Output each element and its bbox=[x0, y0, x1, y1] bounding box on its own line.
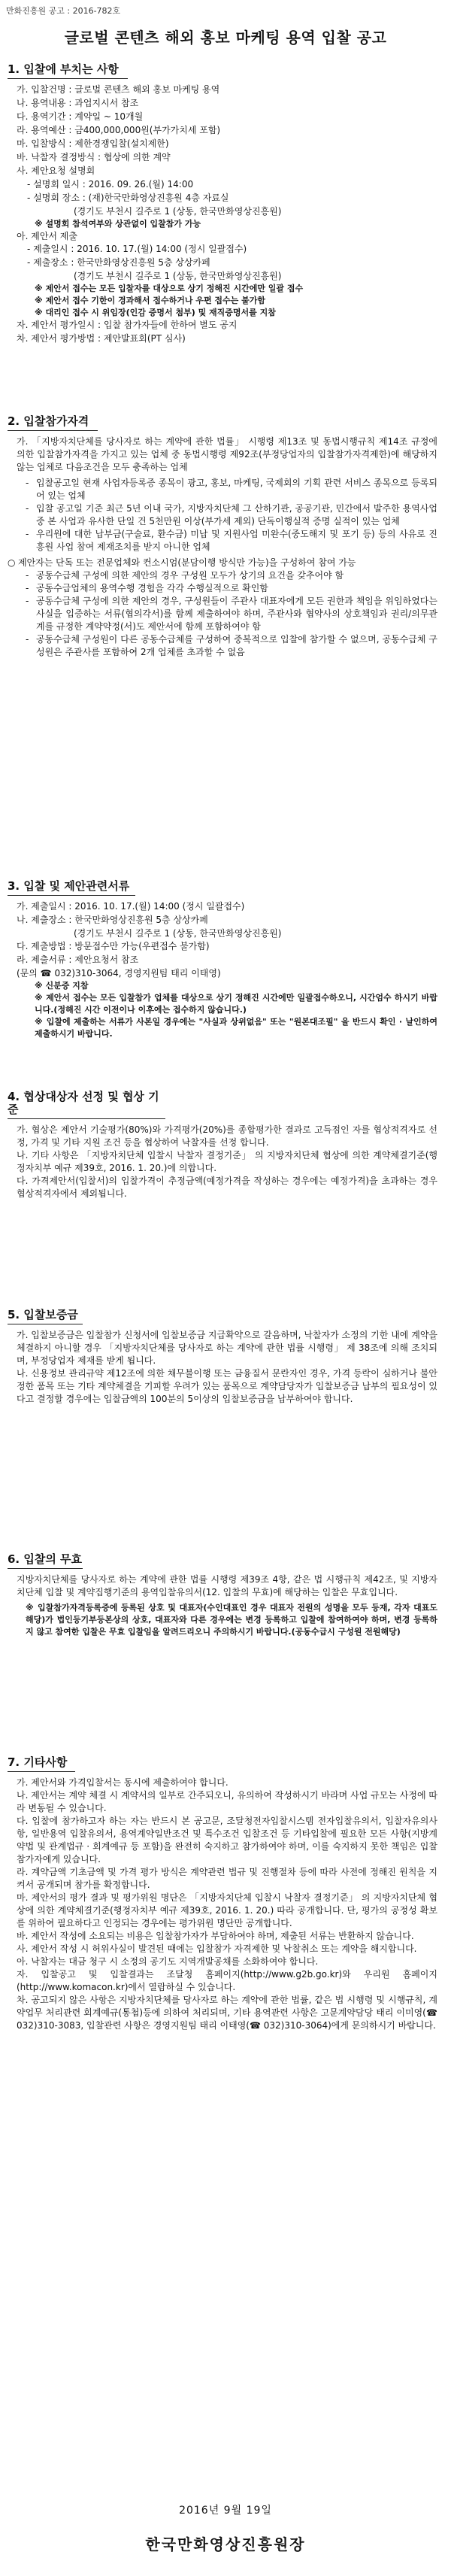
proposal-item bbox=[8, 256, 437, 269]
section-documents bbox=[8, 880, 437, 1040]
submit-item bbox=[8, 900, 437, 913]
evaluation-item-value: 제안발표회(PT 심사) bbox=[103, 333, 186, 344]
bid-item bbox=[8, 138, 437, 150]
bid-item-value: 제한경쟁입찰(설치제한) bbox=[74, 138, 169, 149]
dash-icon: - bbox=[26, 503, 29, 514]
bid-item-label: 라. 용역예산 : bbox=[17, 125, 75, 135]
section-misc bbox=[8, 1756, 437, 2032]
negotiation-para-2: 나. 기타 사항은 「지방자치단체 입찰시 낙찰자 결정기준」 의 지방자치단체 협상에 의한 계약체결기준(행정자치부 예규 제39호, 2016. 1. 20.)에 의합니다. bbox=[17, 1150, 437, 1173]
section-heading: 4. 협상대상자 선정 및 협상 기준 bbox=[8, 1091, 165, 1119]
announcement-date: 2016년 9월 19일 bbox=[179, 2505, 272, 2517]
negotiation-para-3: 다. 가격제안서(입찰서)의 입찰가격이 추정금액(예정가격을 작성하는 경우에는 예정가격)을 초과하는 경우 협상적격자에서 제외됩니다. bbox=[17, 1176, 437, 1199]
bid-item bbox=[8, 151, 437, 164]
submit-address: (경기도 부천시 길주로 1 (상동, 한국만화영상진흥원) bbox=[74, 928, 282, 939]
submit-item-label: 나. 제출장소 : bbox=[17, 915, 75, 925]
briefing-item bbox=[8, 178, 437, 191]
consortium-condition bbox=[8, 595, 437, 633]
dash-icon: - bbox=[26, 596, 29, 606]
misc-item: 가. 제안서와 가격입찰서는 동시에 제출하여야 합니다. bbox=[17, 1777, 229, 1788]
dash-icon: - bbox=[26, 634, 29, 645]
bid-item-value: 과업지시서 참조 bbox=[74, 98, 139, 108]
submit-item-value: 방문접수만 가능(우편접수 불가함) bbox=[74, 941, 210, 951]
section-heading: 6. 입찰의 무효 bbox=[8, 1553, 83, 1569]
qualification-condition-text: 우리원에 대한 납부금(구술료, 환수금) 미납 및 지원사업 미완수(중도해지 및 포기 등) 등의 사유로 진흥원 사업 참여 제재조치를 받지 아니한 업체 bbox=[36, 529, 437, 552]
qualification-condition bbox=[8, 528, 437, 554]
briefing-item-label: - 설명회 일시 : bbox=[27, 179, 89, 190]
submit-item-value: 2016. 10. 17.(월) 14:00 (정시 일괄접수) bbox=[74, 901, 245, 912]
briefing-item bbox=[8, 192, 437, 205]
dash-icon: - bbox=[26, 529, 29, 539]
evaluation-item bbox=[8, 332, 437, 345]
evaluation-item bbox=[8, 319, 437, 332]
page-title: 글로벌 콘텐츠 해외 홍보 마케팅 용역 입찰 공고 bbox=[64, 29, 387, 47]
section-heading: 7. 기타사항 bbox=[8, 1756, 75, 1772]
proposal-item-label: - 제출장소 : bbox=[27, 257, 77, 268]
section-bid-bond bbox=[8, 1309, 437, 1406]
section-heading: 1. 입찰에 부치는 사항 bbox=[8, 63, 128, 79]
dash-icon: - bbox=[26, 478, 29, 488]
bid-item bbox=[8, 83, 437, 96]
qualification-condition bbox=[8, 477, 437, 502]
section-bid-items bbox=[8, 63, 437, 346]
consortium-condition-text: 공동수급체 구성에 의한 제안의 경우 구성원 모두가 상기의 요건을 갖추어야 함 bbox=[36, 570, 344, 581]
negotiation-para-1: 가. 협상은 제안서 기술평가(80%)와 가격평가(20%)를 종합평가한 결과로 고득점인 자를 협상적격자로 선정, 가격 및 기타 지원 조건 등을 협상하여 낙찰자를 선정 합니다. bbox=[17, 1124, 437, 1148]
bond-para-1: 가. 입찰보증금은 입찰참가 신청서에 입찰보증금 지급확약으로 갈음하며, 낙찰자가 소정의 기한 내에 계약을 체결하지 아니할 경우 「지방자치단체를 당사자로 하는 계약에 관한 법률 시행령」 제 38조에 의해 조치되며, 부정당업자 제재를 받게 됩니다. bbox=[17, 1330, 437, 1366]
briefing-item-value: 2016. 09. 26.(월) 14:00 bbox=[88, 179, 194, 190]
bid-item-value bbox=[95, 165, 437, 177]
section-qualification bbox=[8, 415, 437, 659]
proposal-note: ※ 제안서 접수 기한이 경과해서 접수하거나 우편 접수는 불가함 bbox=[35, 296, 265, 305]
misc-item: 라. 계약금액 기초금액 및 가격 평가 방식은 계약관련 법규 및 진행절차 등에 따라 사전에 정해진 원칙을 지켜서 공개되며 참가를 확정합니다. bbox=[17, 1867, 437, 1890]
proposal-item-value: 2016. 10. 17.(월) 14:00 (정시 일괄접수) bbox=[77, 244, 247, 254]
misc-item: 자. 입찰공고 및 입찰결과는 조달청 홈페이지(http://www.g2b.go.kr)와 우리원 홈페이지(http://www.komacon.kr)에서 열람하실 수 있습니다. bbox=[17, 1969, 437, 1992]
submit-item-label: 라. 제출서류 : bbox=[17, 954, 75, 965]
bid-item-label: 사. 제안요청 설명회 bbox=[17, 165, 95, 176]
consortium-item: ○ 제안자는 단독 또는 전문업체와 컨소시엄(분담이행 방식만 가능)을 구성하여 참여 가능 bbox=[8, 557, 356, 568]
section-invalid-bid bbox=[8, 1553, 437, 1638]
circle-icon: ○ bbox=[8, 557, 16, 568]
consortium-condition-text: 공동수급체 구성에 의한 제안의 경우, 구성원들이 주관사 대표자에게 모든 권한과 책임을 위임하였다는 사실을 입증하는 서류(협의각서)를 함께 제출하여야 하며, 주관사와 협약사의 상호책임과 권리/의무관계를 규정한 계약약정(서)도 제안서에 함께 포함하여야 함 bbox=[36, 596, 437, 632]
misc-item: 마. 제안서의 평가 결과 및 평가위원 명단은 「지방자치단체 입찰시 낙찰자 결정기준」 의 지방자치단체 협상에 의한 계약체결기준(행정자치부 예규 제39호, 2016. 1. 20.) 따라 공개합니다. 단, 평가의 공정성 확보를 위하여 필요하다고 인정되는 경우에는 평가위원 명단만 공개합니다. bbox=[17, 1892, 437, 1928]
section-heading: 3. 입찰 및 제안관련서류 bbox=[8, 880, 135, 896]
submit-item-label: 가. 제출일시 : bbox=[17, 901, 75, 912]
consortium-condition-text: 공동수급체 구성원이 다른 공동수급체를 구성하여 중복적으로 입찰에 참가할 수 없으며, 공동수급체 구성원은 주관사를 포함하여 2개 업체를 초과할 수 없음 bbox=[36, 634, 437, 657]
bid-item-label: 나. 용역내용 : bbox=[17, 98, 75, 108]
submit-note: ※ 입찰에 제출하는 서류가 사본일 경우에는 "사실과 상위없음" 또는 "원본대조필" 을 반드시 확인 · 날인하여 제출하시기 바랍니다. bbox=[35, 1017, 437, 1039]
misc-item: 사. 제안서 작성 시 허위사실이 발견된 때에는 입찰참가 자격제한 및 낙찰취소 또는 계약을 해지합니다. bbox=[17, 1943, 417, 1954]
consortium-condition bbox=[8, 582, 437, 595]
qualification-condition bbox=[8, 502, 437, 528]
bid-item bbox=[8, 165, 437, 177]
proposal-address: (경기도 부천시 길주로 1 (상동, 한국만화영상진흥원) bbox=[74, 271, 282, 281]
consortium-condition bbox=[8, 633, 437, 659]
invalid-para: 지방자치단체를 당사자로 하는 계약에 관한 법률 시행령 제39조 4항, 같은 법 시행규칙 제42조, 및 지방자치단체 입찰 및 계약집행기준의 용역입찰유의서(12. 입찰의 무효)에 해당하는 입찰은 무효입니다. bbox=[17, 1574, 437, 1597]
bid-item-value: 금400,000,000원(부가가치세 포함) bbox=[74, 125, 221, 135]
invalid-note: ※ 입찰참가자격등록증에 등록된 상호 및 대표자(수인대표인 경우 대표자 전원의 성명을 모두 등재, 각자 대표도 해당)가 법인등기부등본상의 상호, 대표자와 다른 경우에는 변경 등록하고 입찰에 참여하여야 하며, 변경 등록하지 않고 참여한 입찰은 무효 입찰임을 알려드리오니 주의하시기 바랍니다.(공동수급시 구성원 전원해당) bbox=[26, 1603, 437, 1637]
section-heading: 5. 입찰보증금 bbox=[8, 1309, 83, 1324]
submit-item-value: 제안요청서 참조 bbox=[74, 954, 139, 965]
misc-item: 아. 낙찰자는 대금 청구 시 소정의 공기도 지역개발공채를 소화하여야 합니다. bbox=[17, 1956, 319, 1967]
misc-item: 다. 입찰에 참가하고자 하는 자는 반드시 본 공고문, 조달청전자입찰시스템 전자입찰유의서, 입찰자유의사항, 일반용역 입찰유의서, 용역계약일반조건 및 특수조건 입찰조건 등 기타입찰에 필요한 모든 사항(지방계약법 및 관계법규 · 회계예규 등 포함)을 완전히 숙지하고 참가하여야 하며, 이를 숙지하지 못한 책임은 입찰참가자에게 있습니다. bbox=[17, 1816, 437, 1864]
submit-item bbox=[8, 940, 437, 953]
bid-item-label: 다. 용역기간 : bbox=[17, 111, 75, 122]
section-negotiation bbox=[8, 1091, 437, 1200]
briefing-item-label: - 설명회 장소 : bbox=[27, 193, 89, 203]
briefing-address: (경기도 부천시 길주로 1 (상동, 한국만화영상진흥원) bbox=[74, 206, 282, 217]
dash-icon: - bbox=[26, 583, 29, 593]
briefing-item-value: (재)한국만화영상진흥원 4층 자료실 bbox=[88, 193, 229, 203]
bid-item-value: 협상에 의한 계약 bbox=[103, 152, 171, 162]
issuer-name: 한국만화영상진흥원장 bbox=[145, 2535, 306, 2553]
misc-item: 나. 제안서는 계약 체결 시 계약서의 일부로 간주되오니, 유의하여 작성하시기 바라며 사업 규모는 사정에 따라 변동될 수 있습니다. bbox=[17, 1790, 437, 1813]
bid-item-label: 바. 낙찰자 결정방식 : bbox=[17, 152, 104, 162]
consortium-condition-text: 공동수급업체의 용역수행 경험을 각각 수행실적으로 확인함 bbox=[36, 583, 268, 593]
bid-item bbox=[8, 97, 437, 110]
proposal-item bbox=[8, 243, 437, 256]
evaluation-item-label: 차. 제안서 평가방법 : bbox=[17, 333, 104, 344]
submit-item bbox=[8, 954, 437, 966]
misc-item: 차. 공고되지 않은 사항은 지방자치단체를 당사자로 하는 계약에 관한 법률, 같은 법 시행령 및 시행규칙, 계약업무 처리관련 회계예규(통첩)등에 의하여 처리되며, 기타 용역관련 사항은 고문계약담당 태리 이미영(☎ 032)310-3083, 입찰관련 사항은 경영지원팀 태리 이태영(☎ 032)310-3064)에게 문의하시기 바랍니다. bbox=[17, 1995, 437, 2031]
bid-item-value: 글로벌 콘텐츠 해외 홍보 마케팅 용역 bbox=[74, 84, 220, 95]
qualification-condition-text: 입찰 공고일 기준 최근 5년 이내 국가, 지방자치단체 그 산하기관, 공공기관, 민간에서 발주한 용역사업 중 본 사업과 유사한 단일 건 5천만원 이상(부가세 제외) 단독이행실적 증명 실적이 있는 업체 bbox=[36, 503, 437, 526]
section-heading: 2. 입찰참가자격 bbox=[8, 415, 98, 431]
proposal-item-value: 한국만화영상진흥원 5층 상상카페 bbox=[77, 257, 210, 268]
qualification-condition-text: 입찰공고일 현재 사업자등록증 종목이 광고, 홍보, 마케팅, 국제회의 기획 관련 서비스 종목으로 등록되어 있는 업체 bbox=[36, 478, 437, 501]
bid-item-label: 마. 입찰방식 : bbox=[17, 138, 75, 149]
proposal-item-label: - 제출일시 : bbox=[27, 244, 77, 254]
proposal-note: ※ 대리인 접수 시 위임장(인감 증명서 첨부) 및 재직증명서를 지참 bbox=[35, 308, 276, 317]
bid-item bbox=[8, 124, 437, 137]
proposal-heading: 아. 제안서 제출 bbox=[17, 231, 77, 241]
submit-item bbox=[8, 914, 437, 927]
evaluation-item-value: 입찰 참가자들에 한하여 별도 공지 bbox=[103, 320, 238, 330]
bid-item-label: 가. 입찰건명 : bbox=[17, 84, 75, 95]
submit-item-value: 한국만화영상진흥원 5층 상상카페 bbox=[74, 915, 208, 925]
evaluation-item-label: 자. 제안서 평가일시 : bbox=[17, 320, 104, 330]
notice-number: 만화진흥원 공고 : 2016-782호 bbox=[6, 6, 121, 16]
bond-para-2: 나. 신용정보 관리규약 제12조에 의한 채무불이행 또는 금융질서 문란자인 경우, 가격 등락이 심하거나 불안정한 품목 또는 기타 계약체결을 기피할 우려가 있는 품목으로 계약담당자가 입찰보증금 납부의 필요성이 있다고 결정할 경우에는 입찰금액의 100분의 5이상의 입찰보증금을 납부하여야 합니다. bbox=[17, 1368, 437, 1404]
proposal-note: ※ 제안서 접수는 모든 입찰자를 대상으로 상기 정해진 시간에만 일괄 접수 bbox=[35, 284, 304, 293]
consortium-condition bbox=[8, 569, 437, 582]
dash-icon: - bbox=[26, 570, 29, 581]
bid-item bbox=[8, 111, 437, 123]
contact-info: (문의 ☎ 032)310-3064, 경영지원팀 태리 이태영) bbox=[17, 968, 221, 979]
submit-note: ※ 제안서 접수는 모든 입찰참가 업체를 대상으로 상기 정해진 시간에만 일괄접수하오니, 시간엄수 하시기 바랍니다.(정해진 시간 이전이나 이후에는 접수하지 않습니다.) bbox=[35, 993, 437, 1015]
submit-note: ※ 신분증 지참 bbox=[35, 981, 89, 991]
bid-item-value: 계약일 ~ 10개월 bbox=[74, 111, 144, 122]
qualification-main: 가. 「지방자치단체를 당사자로 하는 계약에 관한 법률」 시행령 제13조 및 동법시행규칙 제14조 규정에 의한 입찰참가자격을 가지고 있는 업체 중 동법시행령 제92조(부정당업자의 입찰참가자격제한)에 해당하지 않는 업체로 다음조건을 모두 충족하는 업체 bbox=[17, 436, 437, 472]
submit-item-label: 다. 제출방법 : bbox=[17, 941, 75, 951]
briefing-note: ※ 설명회 참석여부와 상관없이 입찰참가 가능 bbox=[35, 219, 201, 229]
misc-item: 바. 제안서 작성에 소요되는 비용은 입찰참가자가 부담하여야 하며, 제출된 서류는 반환하지 않습니다. bbox=[17, 1931, 414, 1941]
